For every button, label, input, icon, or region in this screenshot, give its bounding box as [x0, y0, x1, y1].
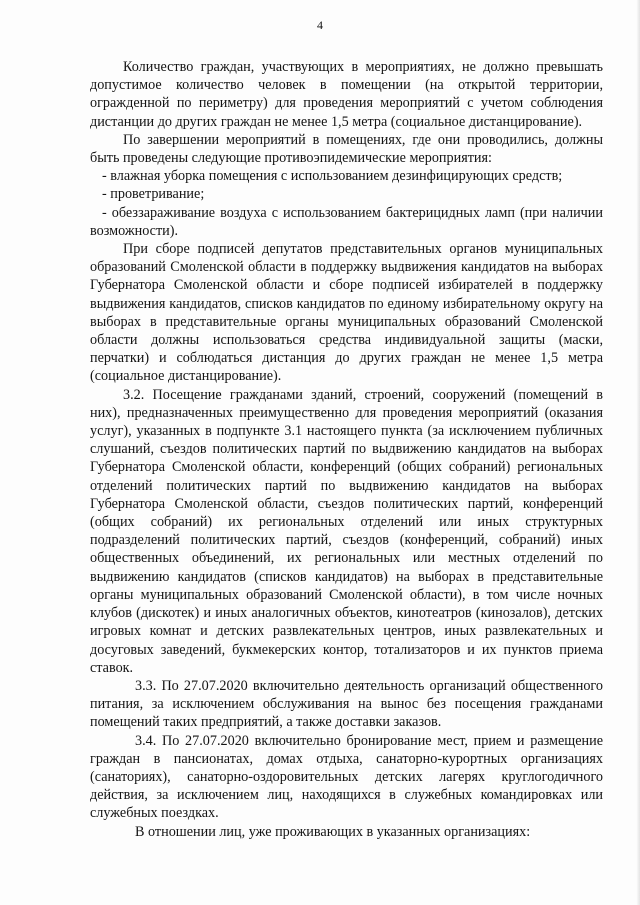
paragraph-3-4-booking: 3.4. По 27.07.2020 включительно бронирование мест, прием и размещение граждан в пансионатах, домах отдыха, санаторно-курортных организациях (санаториях), санаторно-оздоровительных детских лагерях круглогодичного действия, за исключением лиц, находящихся в служебных командировках или служебных поездках.	[90, 732, 603, 822]
paragraph-3-3-catering: 3.3. По 27.07.2020 включительно деятельность организаций общественного питания, за исключением обслуживания на вынос без посещения гражданами помещений таких предприятий, а также доставки заказов.	[90, 677, 603, 731]
scan-edge	[636, 0, 640, 905]
list-item-air-disinfection: - обеззараживание воздуха с использованием бактерицидных ламп (при наличии возможности).	[90, 204, 603, 239]
paragraph-attendance-limit: Количество граждан, участвующих в мероприятиях, не должно превышать допустимое количество человек в помещении (на открытой территории, огражденной по периметру) для проведения мероприятий с учетом соблюдения дистанции до других граждан не менее 1,5 метра (социальное дистанцирование).	[90, 59, 603, 130]
paragraph-3-2-visits: 3.2. Посещение гражданами зданий, строений, сооружений (помещений в них), предназначенных преимущественно для проведения мероприятий (оказания услуг), указанных в подпункте 3.1 настоящего пункта (за исключением публичных слушаний, съездов политических партий по выдвижению кандидатов на выборах Губернатора Смоленской области, конференций (общих собраний) региональных отделений политических партий по выдвижению кандидатов на выборах Губернатора Смоленской области, съездов политических партий, конференций (общих собраний) их региональных отделений или иных структурных подразделений политических партий, съездов (конференций, собраний) иных общественных объединений, их региональных или местных отделений по выдвижению кандидатов (списков кандидатов) на выборах в представительные органы муниципальных образований Смоленской области), в том числе ночных клубов (дискотек) и иных аналогичных объектов, кинотеатров (кинозалов), детских игровых комнат и детских развлекательных центров, иных развлекательных и досуговых заведений, букмекерских контор, тотализаторов и их пунктов приема ставок.	[90, 386, 603, 676]
paragraph-post-event-measures: По завершении мероприятий в помещениях, где они проводились, должны быть проведены следующие противоэпидемические мероприятия:	[90, 131, 603, 167]
document-body	[90, 58, 603, 841]
paragraph-residents: В отношении лиц, уже проживающих в указанных организациях:	[135, 823, 531, 840]
page-number: 4	[317, 18, 323, 32]
paragraph-signature-collection: При сборе подписей депутатов представительных органов муниципальных образований Смоленской области в поддержку выдвижения кандидатов на выборах Губернатора Смоленской области и сборе подписей избирателей в поддержку выдвижения кандидатов, списков кандидатов по единому избирательному округу на выборах в представительные органы муниципальных образований Смоленской области должны использоваться средства индивидуальной защиты (маски, перчатки) и соблюдаться дистанция до других граждан не менее 1,5 метра (социальное дистанцирование).	[90, 241, 603, 385]
list-item-ventilation: - проветривание;	[102, 186, 205, 203]
list-item-wet-cleaning: - влажная уборка помещения с использованием дезинфицирующих средств;	[102, 168, 563, 185]
